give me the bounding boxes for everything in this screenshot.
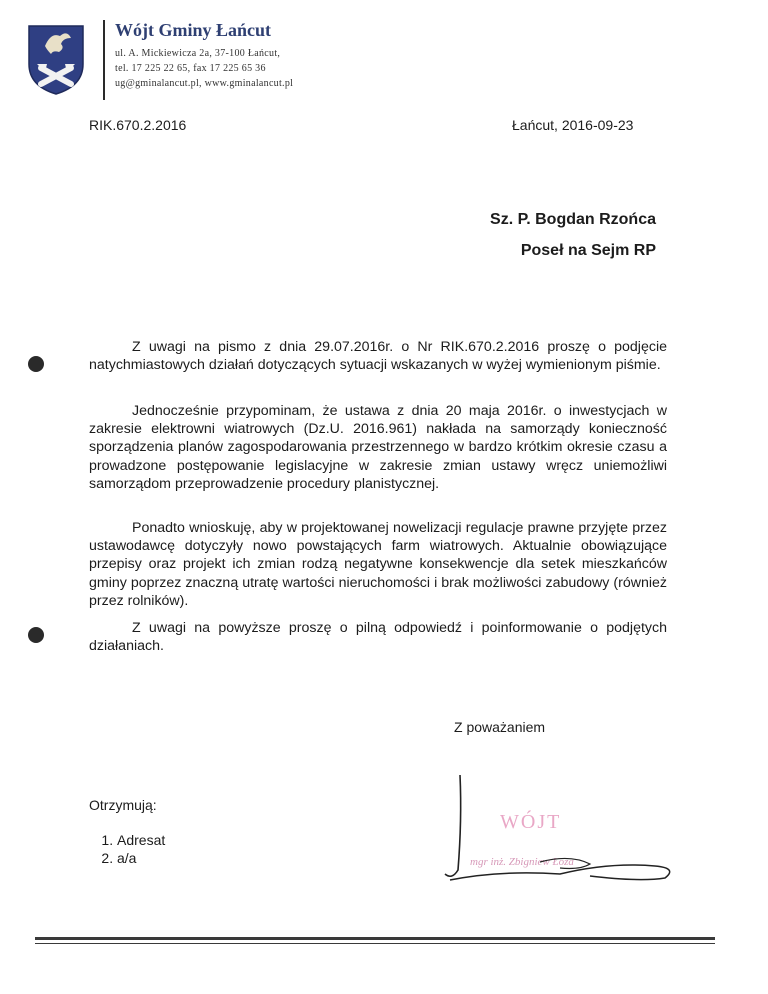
footer-rule — [35, 937, 715, 940]
stamp-title: WÓJT — [500, 811, 562, 833]
header-divider — [103, 20, 105, 100]
closing-phrase: Z poważaniem — [454, 719, 546, 735]
letter-date: Łańcut, 2016-09-23 — [512, 117, 634, 133]
recipients-block — [89, 797, 165, 867]
list-item: 2. a/a — [117, 849, 165, 867]
paragraph-4: Z uwagi na powyższe proszę o pilną odpowiedź i poinformowanie o podjętych działaniach. — [89, 620, 667, 655]
contact-line: ug@gminalancut.pl, www.gminalancut.pl — [115, 78, 294, 89]
punch-hole — [28, 356, 44, 372]
municipality-crest-logo — [27, 24, 85, 96]
recipient-title: Poseł na Sejm RP — [520, 242, 656, 259]
recipients-label: Otrzymują: — [89, 797, 157, 813]
reference-number: RIK.670.2.2016 — [89, 117, 187, 133]
list-item: 1. Adresat — [117, 831, 165, 849]
recipients-list — [89, 831, 165, 867]
paragraph-3: Ponadto wnioskuję, aby w projektowanej nowelizacji regulacje prawne przyjęte przez ustawodawcę dotyczyły nowo powstających farm wiatrowych. Aktualnie obowiązujące przepisy oraz projekt ich zmian rodzą negatywne konsekwencje dla setek mieszkańców gminy poprzez znaczną utratę wartości nieruchomości i brak możliwości zabudowy (również przez rolników). — [89, 520, 667, 609]
phone-line: tel. 17 225 22 65, fax 17 225 65 36 — [115, 63, 266, 74]
stamp-name: mgr inż. Zbigniew Łoza — [470, 856, 574, 868]
address-line: ul. A. Mickiewicza 2a, 37-100 Łańcut, — [115, 48, 281, 59]
paragraph-1: Z uwagi na pismo z dnia 29.07.2016r. o Nr RIK.670.2.2016 proszę o podjęcie natychmiastowych działań dotyczących sytuacji wskazanych w wyżej wymienionym piśmie. — [89, 339, 667, 374]
recipient-name: Sz. P. Bogdan Rzońca — [490, 211, 656, 228]
punch-hole — [28, 627, 44, 643]
footer-rule-thin — [35, 943, 715, 944]
handwritten-signature — [440, 770, 680, 890]
paragraph-2: Jednocześnie przypominam, że ustawa z dnia 20 maja 2016r. o inwestycjach w zakresie elektrowni wiatrowych (Dz.U. 2016.961) nakłada na samorządy konieczność sporządzenia planów zagospodarowania przestrzennego w bardzo krótkim okresie czasu a prowadzone postępowanie legislacyjne w zakresie zmian ustawy wręcz uniemożliwi samorządom przeprowadzenie procedury planistycznej. — [89, 403, 667, 492]
org-name: Wójt Gminy Łańcut — [115, 20, 272, 40]
